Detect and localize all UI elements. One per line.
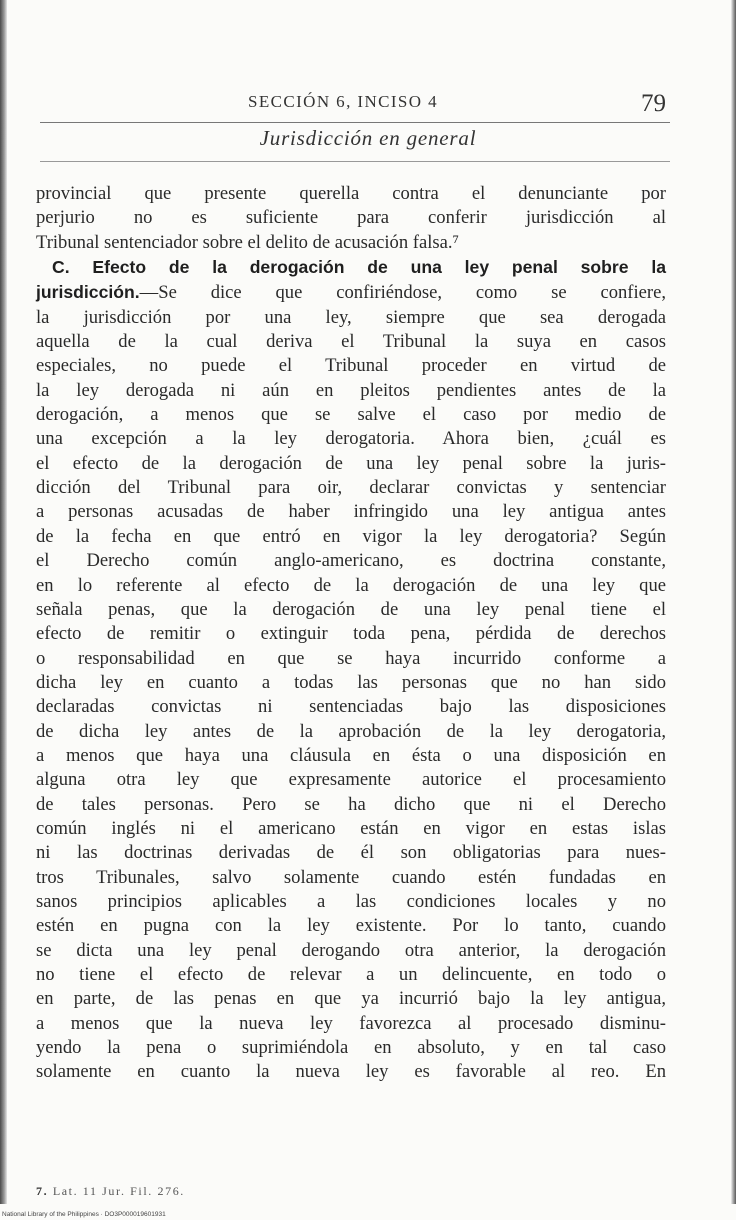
section-heading: C. Efecto de la derogación de una ley penal sobre la (52, 257, 666, 278)
text-line: ni las doctrinas derivadas de él son obligatorias para nues- (36, 842, 666, 864)
page-edge-left (0, 0, 7, 1204)
footnote-number: 7. (36, 1184, 49, 1198)
text-line: yendo la pena o suprimiéndola en absoluto, y en tal caso (36, 1037, 666, 1059)
text-line: una excepción a la ley derogatoria. Ahora bien, ¿cuál es (36, 428, 666, 450)
text-line: a menos que haya una cláusula en ésta o una disposición en (36, 744, 666, 766)
text-line: o responsabilidad en que se haya incurrido conforme a (36, 647, 666, 669)
text-line: la jurisdicción por una ley, siempre que sea derogada (36, 306, 666, 328)
text-line: dicción del Tribunal para oir, declarar convictas y sentenciar (36, 477, 666, 499)
footnote-text: Lat. 11 Jur. Fil. 276. (52, 1184, 185, 1198)
text-line: en lo referente al efecto de la derogación de una ley que (36, 574, 666, 596)
text-line: dicha ley en cuanto a todas las personas que no han sido (36, 671, 666, 693)
text-line: en parte, de las penas en que ya incurrió bajo la ley antigua, (36, 988, 666, 1010)
text-line: la ley derogada ni aún en pleitos pendientes antes de la (36, 379, 666, 401)
text-line: de dicha ley antes de la aprobación de la ley derogatoria, (36, 720, 666, 742)
text-line: no tiene el efecto de relevar a un delincuente, en todo o (36, 964, 666, 985)
text-line: aquella de la cual deriva el Tribunal la suya en casos (36, 331, 666, 353)
text-line: señala penas, que la derogación de una ley penal tiene el (36, 598, 666, 620)
text-line: perjurio no es suficiente para conferir jurisdicción al (36, 207, 666, 229)
header-rule-top (40, 122, 670, 123)
page-number: 79 (641, 90, 666, 117)
section-heading-line-2 (36, 280, 666, 305)
text-line: provincial que presente querella contra el denunciante por (36, 183, 666, 204)
text-line: de la fecha en que entró en vigor la ley derogatoria? Según (36, 525, 666, 547)
text-line: derogación, a menos que se salve el caso por medio de (36, 404, 666, 426)
body-text (36, 182, 666, 1085)
header-rule-bottom (40, 161, 670, 162)
text-line: especiales, no puede el Tribunal proceder en virtud de (36, 355, 666, 377)
library-stamp: National Library of the Philippines · DO3P000019601931 (2, 1211, 166, 1218)
page-edge-right (731, 0, 736, 1204)
text-line: sanos principios aplicables a las condiciones locales y no (36, 890, 666, 912)
text-line: se dicta una ley penal derogando otra anterior, la derogación (36, 939, 666, 961)
text-line: común inglés ni el americano están en vigor en estas islas (36, 817, 666, 839)
text-line: el Derecho común anglo-americano, es doctrina constante, (36, 550, 666, 572)
text-line: a menos que la nueva ley favorezca al procesado disminu- (36, 1012, 666, 1034)
text-line: el efecto de la derogación de una ley penal sobre la juris- (36, 452, 666, 474)
footnote (36, 1184, 185, 1199)
text-line: alguna otra ley que expresamente autorice el procesamiento (36, 769, 666, 791)
text-line: declaradas convictas ni sentenciadas bajo las disposiciones (36, 696, 666, 718)
section-heading-cont: jurisdicción. (36, 282, 140, 303)
text-line: solamente en cuanto la nueva ley es favorable al reo. En (36, 1061, 666, 1083)
running-head: SECCIÓN 6, INCISO 4 (248, 92, 439, 111)
text-line: Tribunal sentenciador sobre el delito de acusación falsa.⁷ (36, 231, 459, 253)
section-lead-text: —Se dice que confiriéndose, como se confiere, (139, 282, 666, 304)
text-line: efecto de remitir o extinguir toda pena, pérdida de derechos (36, 623, 666, 645)
text-line: tros Tribunales, salvo solamente cuando estén fundadas en (36, 866, 666, 888)
text-line: estén en pugna con la ley existente. Por lo tanto, cuando (36, 915, 666, 937)
section-heading-line (36, 255, 666, 280)
section-subtitle: Jurisdicción en general (259, 126, 477, 150)
text-line: de tales personas. Pero se ha dicho que ni el Derecho (36, 793, 666, 815)
text-line: a personas acusadas de haber infringido una ley antigua antes (36, 501, 666, 523)
